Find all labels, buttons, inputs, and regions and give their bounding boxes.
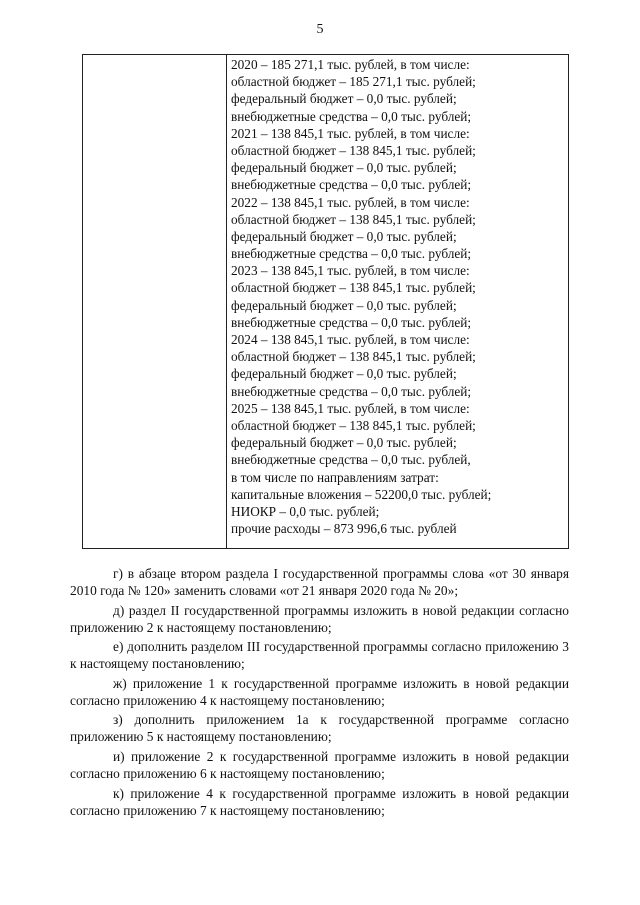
funding-line: федеральный бюджет – 0,0 тыс. рублей;	[231, 91, 457, 107]
funding-line: областной бюджет – 138 845,1 тыс. рублей;	[231, 211, 476, 227]
funding-line: 2025 – 138 845,1 тыс. рублей, в том числе:	[231, 400, 470, 416]
column-divider	[226, 55, 227, 548]
funding-line: внебюджетные средства – 0,0 тыс. рублей;	[231, 383, 472, 399]
amendment-list	[70, 566, 569, 822]
budget-table	[82, 54, 569, 549]
funding-line: внебюджетные средства – 0,0 тыс. рублей;	[231, 177, 472, 193]
funding-line: внебюджетные средства – 0,0 тыс. рублей;	[231, 246, 472, 262]
funding-text-cell	[231, 56, 566, 537]
funding-line: 2022 – 138 845,1 тыс. рублей, в том числе:	[231, 194, 470, 210]
funding-line: внебюджетные средства – 0,0 тыс. рублей;	[231, 314, 472, 330]
funding-line: областной бюджет – 138 845,1 тыс. рублей;	[231, 142, 476, 158]
funding-line: федеральный бюджет – 0,0 тыс. рублей;	[231, 366, 457, 382]
funding-line: областной бюджет – 138 845,1 тыс. рублей;	[231, 349, 476, 365]
amendment-paragraph: и) приложение 2 к государственной программе изложить в новой редакции согласно приложению 6 к настоящему постановлению;	[70, 749, 569, 781]
funding-line: внебюджетные средства – 0,0 тыс. рублей,	[231, 452, 471, 468]
funding-line: 2024 – 138 845,1 тыс. рублей, в том числе:	[231, 332, 470, 347]
amendment-paragraph: к) приложение 4 к государственной программе изложить в новой редакции согласно приложению 7 к настоящему постановлению;	[70, 785, 569, 818]
amendment-paragraph: е) дополнить разделом III государственной программы согласно приложению 3 к настоящему постановлению;	[70, 639, 569, 672]
funding-line: областной бюджет – 138 845,1 тыс. рублей;	[231, 280, 476, 296]
funding-line: капитальные вложения – 52200,0 тыс. рублей;	[231, 486, 492, 502]
funding-line: НИОКР – 0,0 тыс. рублей;	[231, 503, 380, 519]
page-number: 5	[316, 22, 324, 37]
funding-line: областной бюджет – 185 271,1 тыс. рублей;	[231, 74, 476, 90]
funding-line: прочие расходы – 873 996,6 тыс. рублей	[231, 521, 457, 537]
funding-line: внебюджетные средства – 0,0 тыс. рублей;	[231, 108, 472, 124]
amendment-paragraph: г) в абзаце втором раздела I государственной программы слова «от 30 января 2010 года № 120» заменить словами «от 21 января 2020 года № 20»;	[70, 566, 569, 598]
funding-line: федеральный бюджет – 0,0 тыс. рублей;	[231, 297, 457, 313]
funding-line: федеральный бюджет – 0,0 тыс. рублей;	[231, 160, 457, 176]
funding-line: областной бюджет – 138 845,1 тыс. рублей;	[231, 417, 476, 433]
funding-line: 2023 – 138 845,1 тыс. рублей, в том числе:	[231, 263, 470, 279]
amendment-paragraph: з) дополнить приложением 1а к государственной программе согласно приложению 5 к настоящему постановлению;	[70, 712, 569, 745]
funding-line: федеральный бюджет – 0,0 тыс. рублей;	[231, 435, 457, 451]
amendment-paragraph: д) раздел II государственной программы изложить в новой редакции согласно приложению 2 к настоящему постановлению;	[70, 602, 569, 635]
funding-line: в том числе по направлениям затрат:	[231, 469, 439, 485]
funding-line: 2020 – 185 271,1 тыс. рублей, в том числе:	[231, 57, 470, 72]
funding-line: 2021 – 138 845,1 тыс. рублей, в том числе:	[231, 125, 470, 141]
funding-line: федеральный бюджет – 0,0 тыс. рублей;	[231, 228, 457, 244]
amendment-paragraph: ж) приложение 1 к государственной программе изложить в новой редакции согласно приложению 4 к настоящему постановлению;	[70, 675, 569, 708]
